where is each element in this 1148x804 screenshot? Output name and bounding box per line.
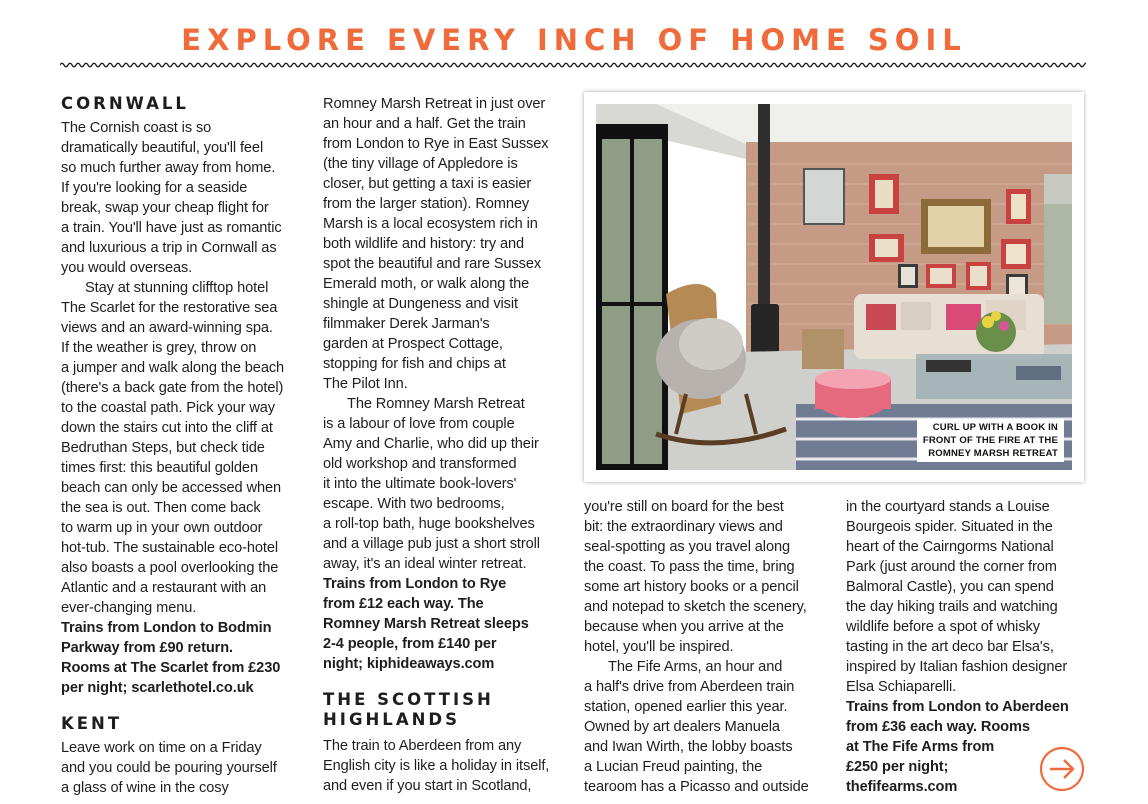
photo-frame [584,92,1084,482]
caption-line: ROMNEY MARSH RETREAT [928,448,1058,459]
text-line: a half's drive from Aberdeen train [584,679,795,695]
text-line: Parkway from £90 return. [61,640,233,656]
caption-line: FRONT OF THE FIRE AT THE [922,435,1058,446]
text-line: closer, but getting a taxi is easier [323,176,532,192]
text-line: you would overseas. [61,260,193,276]
text-line: bit: the extraordinary views and [584,519,783,535]
photo-caption [917,419,1064,462]
section-heading: CORNWALL [61,94,189,113]
body-paragraph [584,497,834,657]
text-line: Amy and Charlie, who did up their [323,436,539,452]
text-line: Trains from London to Bodmin [61,620,272,636]
text-line: The Cornish coast is so [61,120,212,136]
text-line: Emerald moth, or walk along the [323,276,530,292]
text-line: 2-4 people, from £140 per [323,636,497,652]
text-line: filmmaker Derek Jarman's [323,316,490,332]
text-line: Atlantic and a restaurant with an [61,580,267,596]
text-line: a Lucian Freud painting, the [584,759,763,775]
text-line: and you could be pouring yourself [61,760,277,776]
text-line: Leave work on time on a Friday [61,740,262,756]
text-line: (the tiny village of Appledore is [323,156,518,172]
text-line: you're still on board for the best [584,499,784,515]
article-column-2 [323,94,573,796]
text-line: both wildlife and history: try and [323,236,525,252]
text-line: £250 per night; [846,759,949,775]
text-line: The Romney Marsh Retreat [347,396,525,412]
body-paragraph [61,738,311,798]
text-line: tasting in the art deco bar Elsa's, [846,639,1054,655]
text-line: break, swap your cheap flight for [61,200,269,216]
text-line: Romney Marsh Retreat in just over [323,96,546,112]
text-line: Park (just around the corner from [846,559,1057,575]
text-line: Trains from London to Aberdeen [846,699,1069,715]
text-line: a glass of wine in the cosy [61,780,229,796]
text-line: Rooms at The Scarlet from £230 [61,660,281,676]
text-line: seal-spotting as you travel along [584,539,791,555]
text-line: the sea is out. Then come back [61,500,261,516]
text-line: Elsa Schiaparelli. [846,679,957,695]
text-line: Balmoral Castle), you can spend [846,579,1054,595]
article-column-1 [61,94,311,798]
text-line: an hour and a half. Get the train [323,116,526,132]
heading-line: HIGHLANDS [323,710,460,729]
text-line: Bedruthan Steps, but check tide [61,440,265,456]
text-line: it into the ultimate book-lovers' [323,476,517,492]
wavy-divider [60,60,1086,70]
text-line: per night; scarlethotel.co.uk [61,680,254,696]
text-line: inspired by Italian fashion designer [846,659,1068,675]
travel-info [61,618,311,698]
text-line: If you're looking for a seaside [61,180,248,196]
text-line: wildlife before a spot of whisky [846,619,1040,635]
text-line: and a village pub just a short stroll [323,536,540,552]
text-line: Bourgeois spider. Situated in the [846,519,1053,535]
text-line: to warm up in your own outdoor [61,520,263,536]
body-paragraph [323,394,573,574]
text-line: down the stairs cut into the cliff at [61,420,273,436]
text-line: a jumper and walk along the beach [61,360,285,376]
text-line: beach can only be accessed when [61,480,282,496]
text-line: from £12 each way. The [323,596,484,612]
body-paragraph [323,94,573,394]
body-paragraph [323,736,573,796]
text-line: times first: this beautiful golden [61,460,258,476]
text-line: to the coastal path. Pick your way [61,400,275,416]
section-heading: KENT [61,714,123,733]
travel-info [323,574,573,674]
text-line: The train to Aberdeen from any [323,738,522,754]
text-line: The Fife Arms, an hour and [608,659,783,675]
text-line: from London to Rye in East Sussex [323,136,549,152]
text-line: old workshop and transformed [323,456,517,472]
caption-line: CURL UP WITH A BOOK IN [932,422,1058,433]
text-line: at The Fife Arms from [846,739,995,755]
text-line: thefifearms.com [846,779,958,795]
text-line: If the weather is grey, throw on [61,340,257,356]
text-line: garden at Prospect Cottage, [323,336,503,352]
text-line: and even if you start in Scotland, [323,778,532,794]
body-paragraph [846,497,1096,697]
text-line: and notepad to sketch the scenery, [584,599,807,615]
text-line: The Scarlet for the restorative sea [61,300,278,316]
text-line: (there's a back gate from the hotel) [61,380,284,396]
section-heading [323,690,573,730]
text-line: some art history books or a pencil [584,579,799,595]
text-line: a train. You'll have just as romantic [61,220,282,236]
body-paragraph [61,118,311,278]
text-line: Trains from London to Rye [323,576,507,592]
text-line: away, it's an ideal winter retreat. [323,556,527,572]
text-line: also boasts a pool overlooking the [61,560,279,576]
text-line: Owned by art dealers Manuela [584,719,780,735]
text-line: a roll-top bath, huge bookshelves [323,516,535,532]
text-line: from £36 each way. Rooms [846,719,1030,735]
living-room-illustration [596,104,1072,470]
text-line: ever-changing menu. [61,600,197,616]
text-line: dramatically beautiful, you'll feel [61,140,264,156]
text-line: station, opened earlier this year. [584,699,788,715]
text-line: spot the beautiful and rare Sussex [323,256,542,272]
room-photo [596,104,1072,470]
text-line: the coast. To pass the time, bring [584,559,795,575]
text-line: The Pilot Inn. [323,376,408,392]
text-line: Marsh is a local ecosystem rich in [323,216,538,232]
body-paragraph [61,278,311,618]
text-line: night; kiphideaways.com [323,656,495,672]
article-column-3 [584,497,834,797]
text-line: views and an award-winning spa. [61,320,273,336]
text-line: in the courtyard stands a Louise [846,499,1050,515]
text-line: and Iwan Wirth, the lobby boasts [584,739,793,755]
page-headline: EXPLORE EVERY INCH OF HOME SOIL [181,23,967,57]
text-line: hotel, you'll be inspired. [584,639,734,655]
text-line: stopping for fish and chips at [323,356,506,372]
text-line: Romney Marsh Retreat sleeps [323,616,529,632]
text-line: tearoom has a Picasso and outside [584,779,809,795]
text-line: heart of the Cairngorms National [846,539,1054,555]
text-line: hot-tub. The sustainable eco-hotel [61,540,279,556]
text-line: is a labour of love from couple [323,416,515,432]
text-line: because when you arrive at the [584,619,784,635]
text-line: so much further away from home. [61,160,276,176]
text-line: escape. With two bedrooms, [323,496,505,512]
body-paragraph [584,657,834,797]
arrow-right-icon [1039,746,1085,792]
text-line: the day hiking trails and watching [846,599,1058,615]
text-line: from the larger station). Romney [323,196,530,212]
text-line: Stay at stunning clifftop hotel [85,280,269,296]
heading-line: THE SCOTTISH [323,690,494,709]
next-page-arrow-button[interactable] [1039,746,1085,792]
text-line: shingle at Dungeness and visit [323,296,518,312]
text-line: and luxurious a trip in Cornwall as [61,240,277,256]
text-line: English city is like a holiday in itself, [323,758,550,774]
